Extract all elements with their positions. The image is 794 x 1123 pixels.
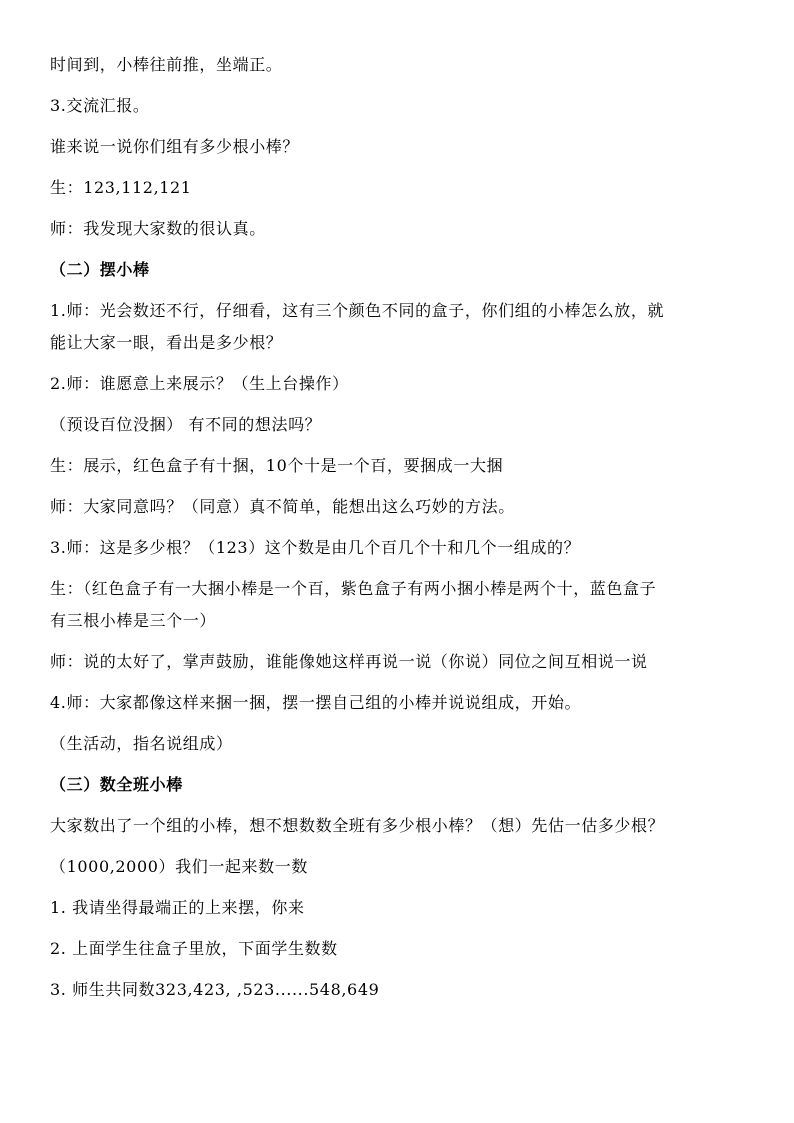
text-line: 3.交流汇报。 [50, 96, 150, 115]
text-line: 生：123,112,121 [50, 178, 192, 197]
text-line: 生：（红色盒子有一大捆小棒是一个百，紫色盒子有两小捆小棒是两个十，蓝色盒子 [50, 579, 657, 598]
text-line: （1000,2000）我们一起来数一数 [50, 857, 308, 876]
text-line: 大家数出了一个组的小棒，想不想数数全班有多少根小棒？（想）先估一估多少根？ [50, 816, 665, 835]
text-line: 能让大家一眼，看出是多少根？ [50, 333, 283, 352]
text-line: （预设百位没捆） 有不同的想法吗？ [50, 415, 322, 434]
text-line: 3. 师生共同数323,423, ,523......548,649 [50, 980, 380, 999]
section-heading: （二）摆小棒 [50, 260, 150, 279]
text-line: 4.师：大家都像这样来捆一捆，摆一摆自己组的小棒并说说组成，开始。 [50, 693, 582, 712]
text-line: 1.师：光会数还不行，仔细看，这有三个颜色不同的盒子，你们组的小棒怎么放，就 [50, 301, 665, 320]
text-line: 3.师：这是多少根？（123）这个数是由几个百几个十和几个一组成的？ [50, 538, 581, 557]
text-line: （生活动，指名说组成） [50, 734, 233, 753]
text-line: 师：大家同意吗？（同意）真不简单，能想出这么巧妙的方法。 [50, 497, 515, 516]
text-line: 师：说的太好了，掌声鼓励，谁能像她这样再说一说（你说）同位之间互相说一说 [50, 652, 648, 671]
section-heading: （三）数全班小棒 [50, 775, 183, 794]
text-line: 谁来说一说你们组有多少根小棒？ [50, 137, 300, 156]
text-line: 2.师：谁愿意上来展示？（生上台操作） [50, 374, 349, 393]
text-line: 时间到，小棒往前推，坐端正。 [50, 55, 283, 74]
text-line: 2. 上面学生往盒子里放，下面学生数数 [50, 939, 338, 958]
text-line: 生：展示，红色盒子有十捆，10个十是一个百，要捆成一大捆 [50, 456, 504, 475]
text-line: 1. 我请坐得最端正的上来摆，你来 [50, 898, 305, 917]
text-line: 有三根小棒是三个一） [50, 611, 217, 630]
document-page [50, 55, 760, 1021]
text-line: 师：我发现大家数的很认真。 [50, 219, 266, 238]
